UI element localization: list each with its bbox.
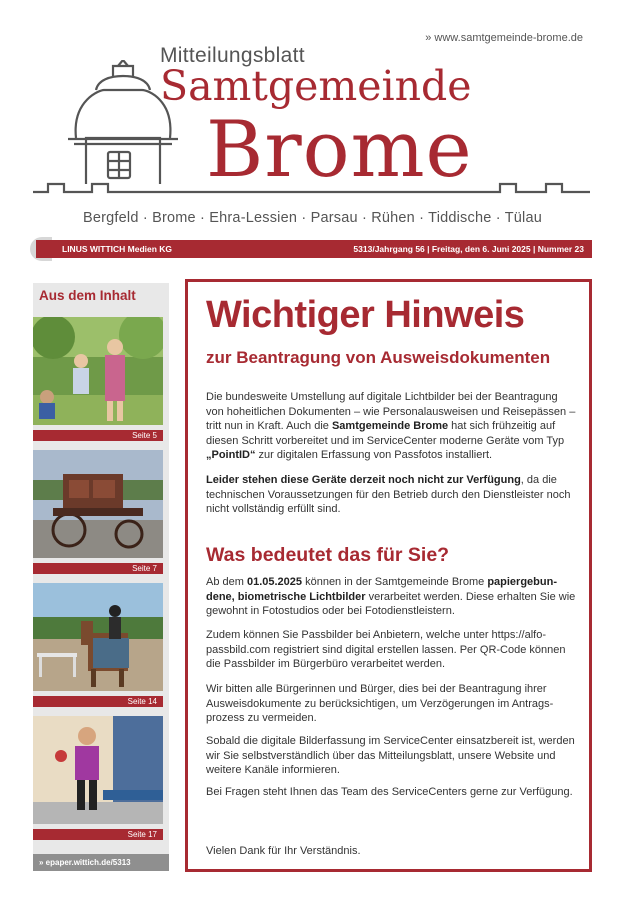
masthead-title-line2: Brome [206, 105, 473, 195]
masthead [0, 0, 625, 200]
contents-item[interactable] [33, 317, 163, 440]
notice-title: Wichtiger Hinweis [206, 294, 525, 336]
contents-item[interactable] [33, 583, 163, 706]
notice-subtitle: zur Beantragung von Ausweisdokumenten [206, 348, 551, 367]
notice-closing: Vielen Dank für Ihr Verständnis. [206, 845, 361, 857]
publisher-name: LINUS WITTICH Medien KG [62, 244, 173, 254]
page-caption: Seite 7 [33, 563, 163, 574]
page-caption: Seite 17 [33, 829, 163, 840]
issue-info: 5313/Jahrgang 56 | Freitag, den 6. Juni 2025 | Nummer 23 [353, 244, 584, 254]
notice-box [185, 279, 592, 872]
notice-paragraph-4: Zudem können Sie Passbilder bei Anbietern, welche unter https://alfopassbild.com registriert sind digital erstellen lassen. Per QR-Code können die Passbilder im Bürgerbüro verarbeitet werden. [206, 629, 566, 670]
sidebar-title: Aus dem Inhalt [39, 288, 136, 303]
masthead-title-line1: Samtgemeinde [160, 62, 472, 110]
children-outdoor-photo [33, 317, 163, 425]
page-caption: Seite 5 [33, 430, 163, 441]
notice-paragraph-2: Leider stehen diese Geräte derzeit noch nicht zur Verfügung, da die technischen Voraussetzungen für den Betrieb durch den Dienstleister noch nicht vollständig erfüllt sind. [206, 474, 571, 515]
table-tennis-photo [33, 716, 163, 824]
notice-paragraph-3: Ab dem 01.05.2025 können in der Samtgemeinde Brome papiergebundene, biometrische Lichtbilder verarbeitet werden. Diese erhalten Sie wie gewohnt in Fotostudios oder bei Fotodienstleistern. [206, 576, 576, 617]
epaper-link[interactable]: » epaper.wittich.de/5313 [33, 854, 169, 871]
contents-item[interactable] [33, 716, 163, 839]
notice-paragraph-5: Wir bitten alle Bürgerinnen und Bürger, dies bei der Beantragung ihrer Ausweisdokumente zu berücksichtigen, um Verzögerungen im Antragsprozess zu vermeiden. [206, 683, 554, 724]
notice-paragraph-1: Die bundesweite Umstellung auf digitale Lichtbilder bei der Beantragung von hoheitlichen Dokumenten – wie Personalausweisen und Reisepässen – tritt nun in Kraft. Auch die Samtgemeinde Brome hat sich frühzeitig auf diesen Schritt vorbereitet und im ServiceCenter moderne Geräte vom Typ „PointID“ zur digitalen Erfassung von Passfotos installiert. [206, 391, 576, 461]
carriage-photo [33, 450, 163, 558]
contents-sidebar [33, 283, 169, 871]
page-caption: Seite 14 [33, 696, 163, 707]
notice-heading-2: Was bedeutet das für Sie? [206, 544, 450, 566]
contents-item[interactable] [33, 450, 163, 573]
member-municipalities: Bergfeld · Brome · Ehra-Lessien · Parsau · Rühen · Tiddische · Tülau [82, 210, 542, 226]
website-link[interactable]: » www.samtgemeinde-brome.de [425, 32, 583, 44]
issue-infobar [36, 240, 592, 258]
horse-rider-photo [33, 583, 163, 691]
notice-paragraph-7: Bei Fragen steht Ihnen das Team des ServiceCenters gerne zur Verfügung. [206, 786, 573, 798]
notice-paragraph-6: Sobald die digitale Bilderfassung im ServiceCenter einsatzbereit ist, werden wir Sie selbstverständlich über das Mitteilungsblatt, unsere Website und weitere Kanäle informieren. [206, 735, 575, 776]
masthead-subtitle: Mitteilungsblatt [160, 44, 305, 67]
